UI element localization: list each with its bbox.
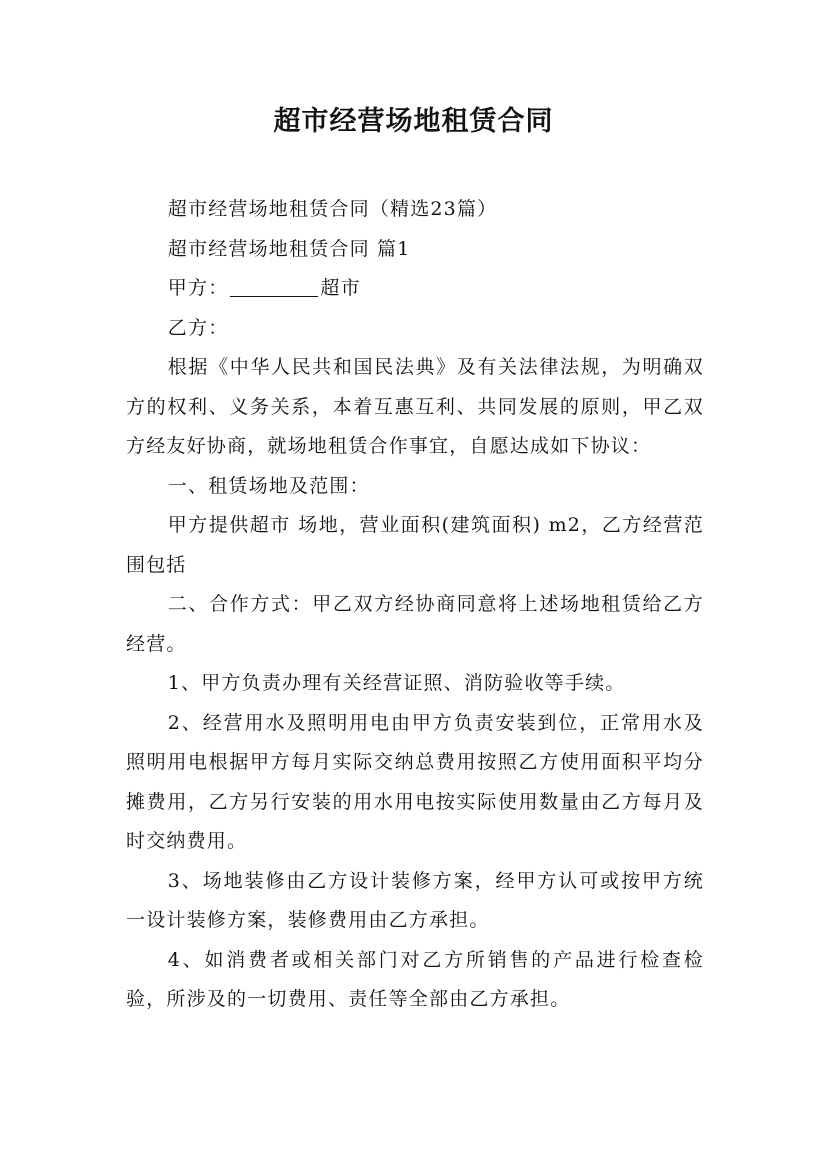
party-a-suffix: 超市 bbox=[320, 277, 361, 299]
paragraph-clause-1-heading: 一、租赁场地及范围： bbox=[167, 474, 370, 497]
paragraph-subtitle: 超市经营场地租赁合同（精选23篇） bbox=[167, 198, 498, 220]
document-body bbox=[126, 190, 704, 1020]
paragraph-section-heading: 超市经营场地租赁合同 篇1 bbox=[167, 237, 411, 260]
paragraph-party-b: 乙方： bbox=[167, 316, 229, 339]
party-a-label: 甲方： bbox=[167, 277, 229, 299]
document-title: 超市经营场地租赁合同 bbox=[273, 106, 554, 137]
paragraph-item-2: 2、经营用水及照明用电由甲方负责安装到位，正常用水及照明用电根据甲方每月实际交纳总费用按照乙方使用面积平均分摊费用，乙方另行安装的用水用电按实际使用数量由乙方每月及时交纳费用。 bbox=[126, 711, 704, 852]
paragraph-item-3: 3、场地装修由乙方设计装修方案，经甲方认可或按甲方统一设计装修方案，装修费用由乙方承担。 bbox=[126, 869, 704, 931]
paragraph-clause-2-heading: 二、合作方式：甲乙双方经协商同意将上述场地租赁给乙方经营。 bbox=[126, 593, 704, 655]
paragraph-party-a bbox=[126, 269, 704, 309]
party-a-blank-line bbox=[230, 278, 318, 297]
paragraph-item-1: 1、甲方负责办理有关经营证照、消防验收等手续。 bbox=[167, 672, 626, 694]
paragraph-clause-1-body: 甲方提供超市 场地，营业面积(建筑面积) m2，乙方经营范围包括 bbox=[126, 514, 704, 576]
paragraph-preamble: 根据《中华人民共和国民法典》及有关法律法规，为明确双方的权利、义务关系，本着互惠互利、共同发展的原则，甲乙双方经友好协商，就场地租赁合作事宜，自愿达成如下协议： bbox=[126, 356, 704, 457]
paragraph-item-4: 4、如消费者或相关部门对乙方所销售的产品进行检查检验，所涉及的一切费用、责任等全部由乙方承担。 bbox=[126, 948, 704, 1010]
